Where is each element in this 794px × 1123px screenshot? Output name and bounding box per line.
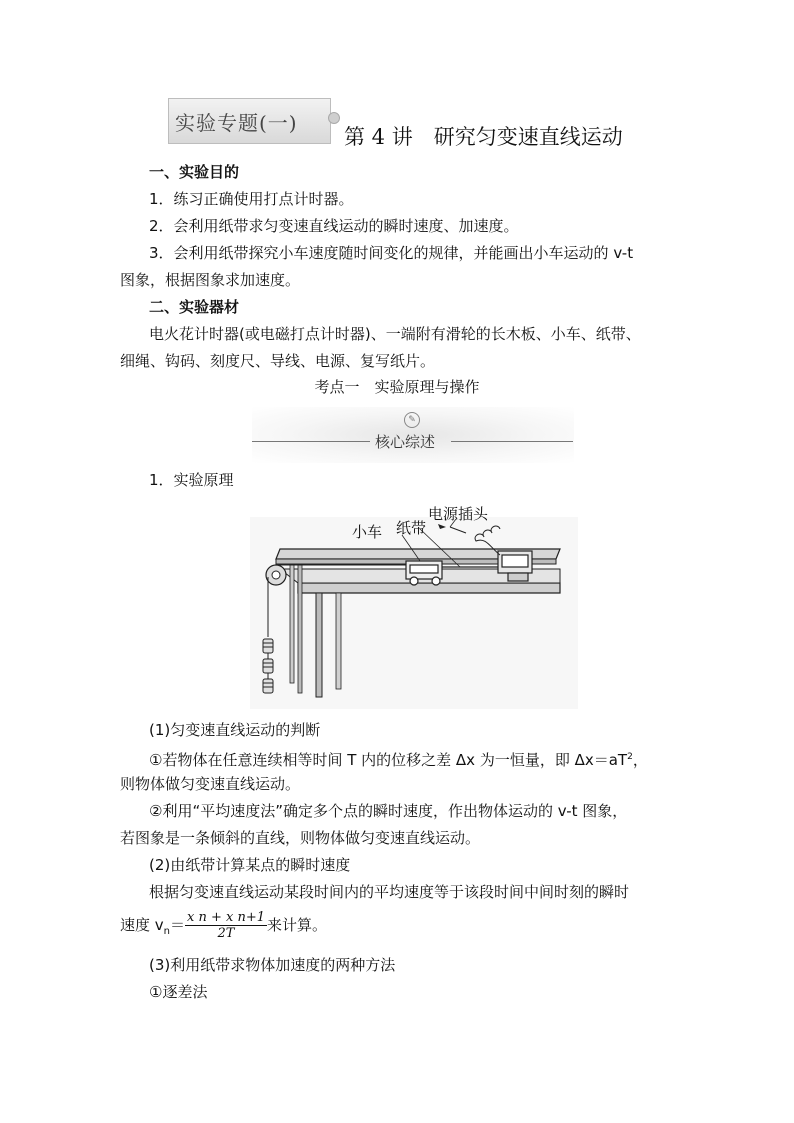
goal-3-cont: 图象，根据图象求加速度。 (120, 271, 301, 289)
p2-line-1: ②利用“平均速度法”确定多个点的瞬时速度，作出物体运动的 v-t 图象， (149, 802, 628, 820)
banner-title: 核心综述 (375, 433, 436, 451)
equipment-heading: 二、实验器材 (149, 298, 240, 316)
goal-2: 2．会利用纸带求匀变速直线运动的瞬时速度、加速度。 (149, 217, 519, 235)
lecture-title: 第 4 讲 研究匀变速直线运动 (344, 125, 623, 149)
series-label: 实验专题(一) (175, 111, 298, 135)
goal-1: 1．练习正确使用打点计时器。 (149, 190, 354, 208)
velocity-fraction: $\frac{\text{x n + x n+1}}{2T}$ (187, 909, 266, 941)
label-tape: 纸带 (396, 519, 427, 537)
tag-arrow-icon (328, 112, 340, 124)
series-tag (168, 98, 331, 144)
equipment-line-1: 电火花计时器(或电磁打点计时器)、一端附有滑轮的长木板、小车、纸带、 (149, 325, 641, 343)
banner-rule-left (252, 441, 370, 442)
hook-weights (263, 639, 273, 693)
goal-heading: 一、实验目的 (149, 163, 240, 181)
label-plug: 电源插头 (428, 505, 489, 523)
principle-heading: 1．实验原理 (149, 471, 234, 489)
p1-line-1: ①若物体在任意连续相等时间 T 内的位移之差 Δx 为一恒量，即 $\Delta x=aT^2$， (149, 751, 648, 769)
equipment-line-2: 细绳、钩码、刻度尺、导线、电源、复写纸片。 (120, 352, 436, 370)
p4-title: (3)利用纸带求物体加速度的两种方法 (149, 956, 396, 974)
banner-rule-right (451, 441, 573, 442)
p1-line-2: 则物体做匀变速直线运动。 (120, 775, 301, 793)
p1-title: (1)匀变速直线运动的判断 (149, 721, 321, 739)
p4-item: ①逐差法 (149, 983, 208, 1001)
p3-line-2: 速度 $v_n=$ $\frac{\text{x n + x n+1}}{2T}$ 来计算。 (120, 909, 328, 941)
label-cart: 小车 (352, 523, 383, 541)
p2-line-2: 若图象是一条倾斜的直线，则物体做匀变速直线运动。 (120, 829, 481, 847)
goal-3: 3．会利用纸带探究小车速度随时间变化的规律，并能画出小车运动的 v-t (149, 244, 634, 262)
pen-icon: ✎ (404, 412, 420, 428)
apparatus-figure (250, 497, 578, 709)
table-top (298, 583, 560, 593)
topic-title: 考点一 实验原理与操作 (314, 378, 480, 396)
p3-line-1: 根据匀变速直线运动某段时间内的平均速度等于该段时间中间时刻的瞬时 (149, 883, 630, 901)
p3-title: (2)由纸带计算某点的瞬时速度 (149, 856, 351, 874)
